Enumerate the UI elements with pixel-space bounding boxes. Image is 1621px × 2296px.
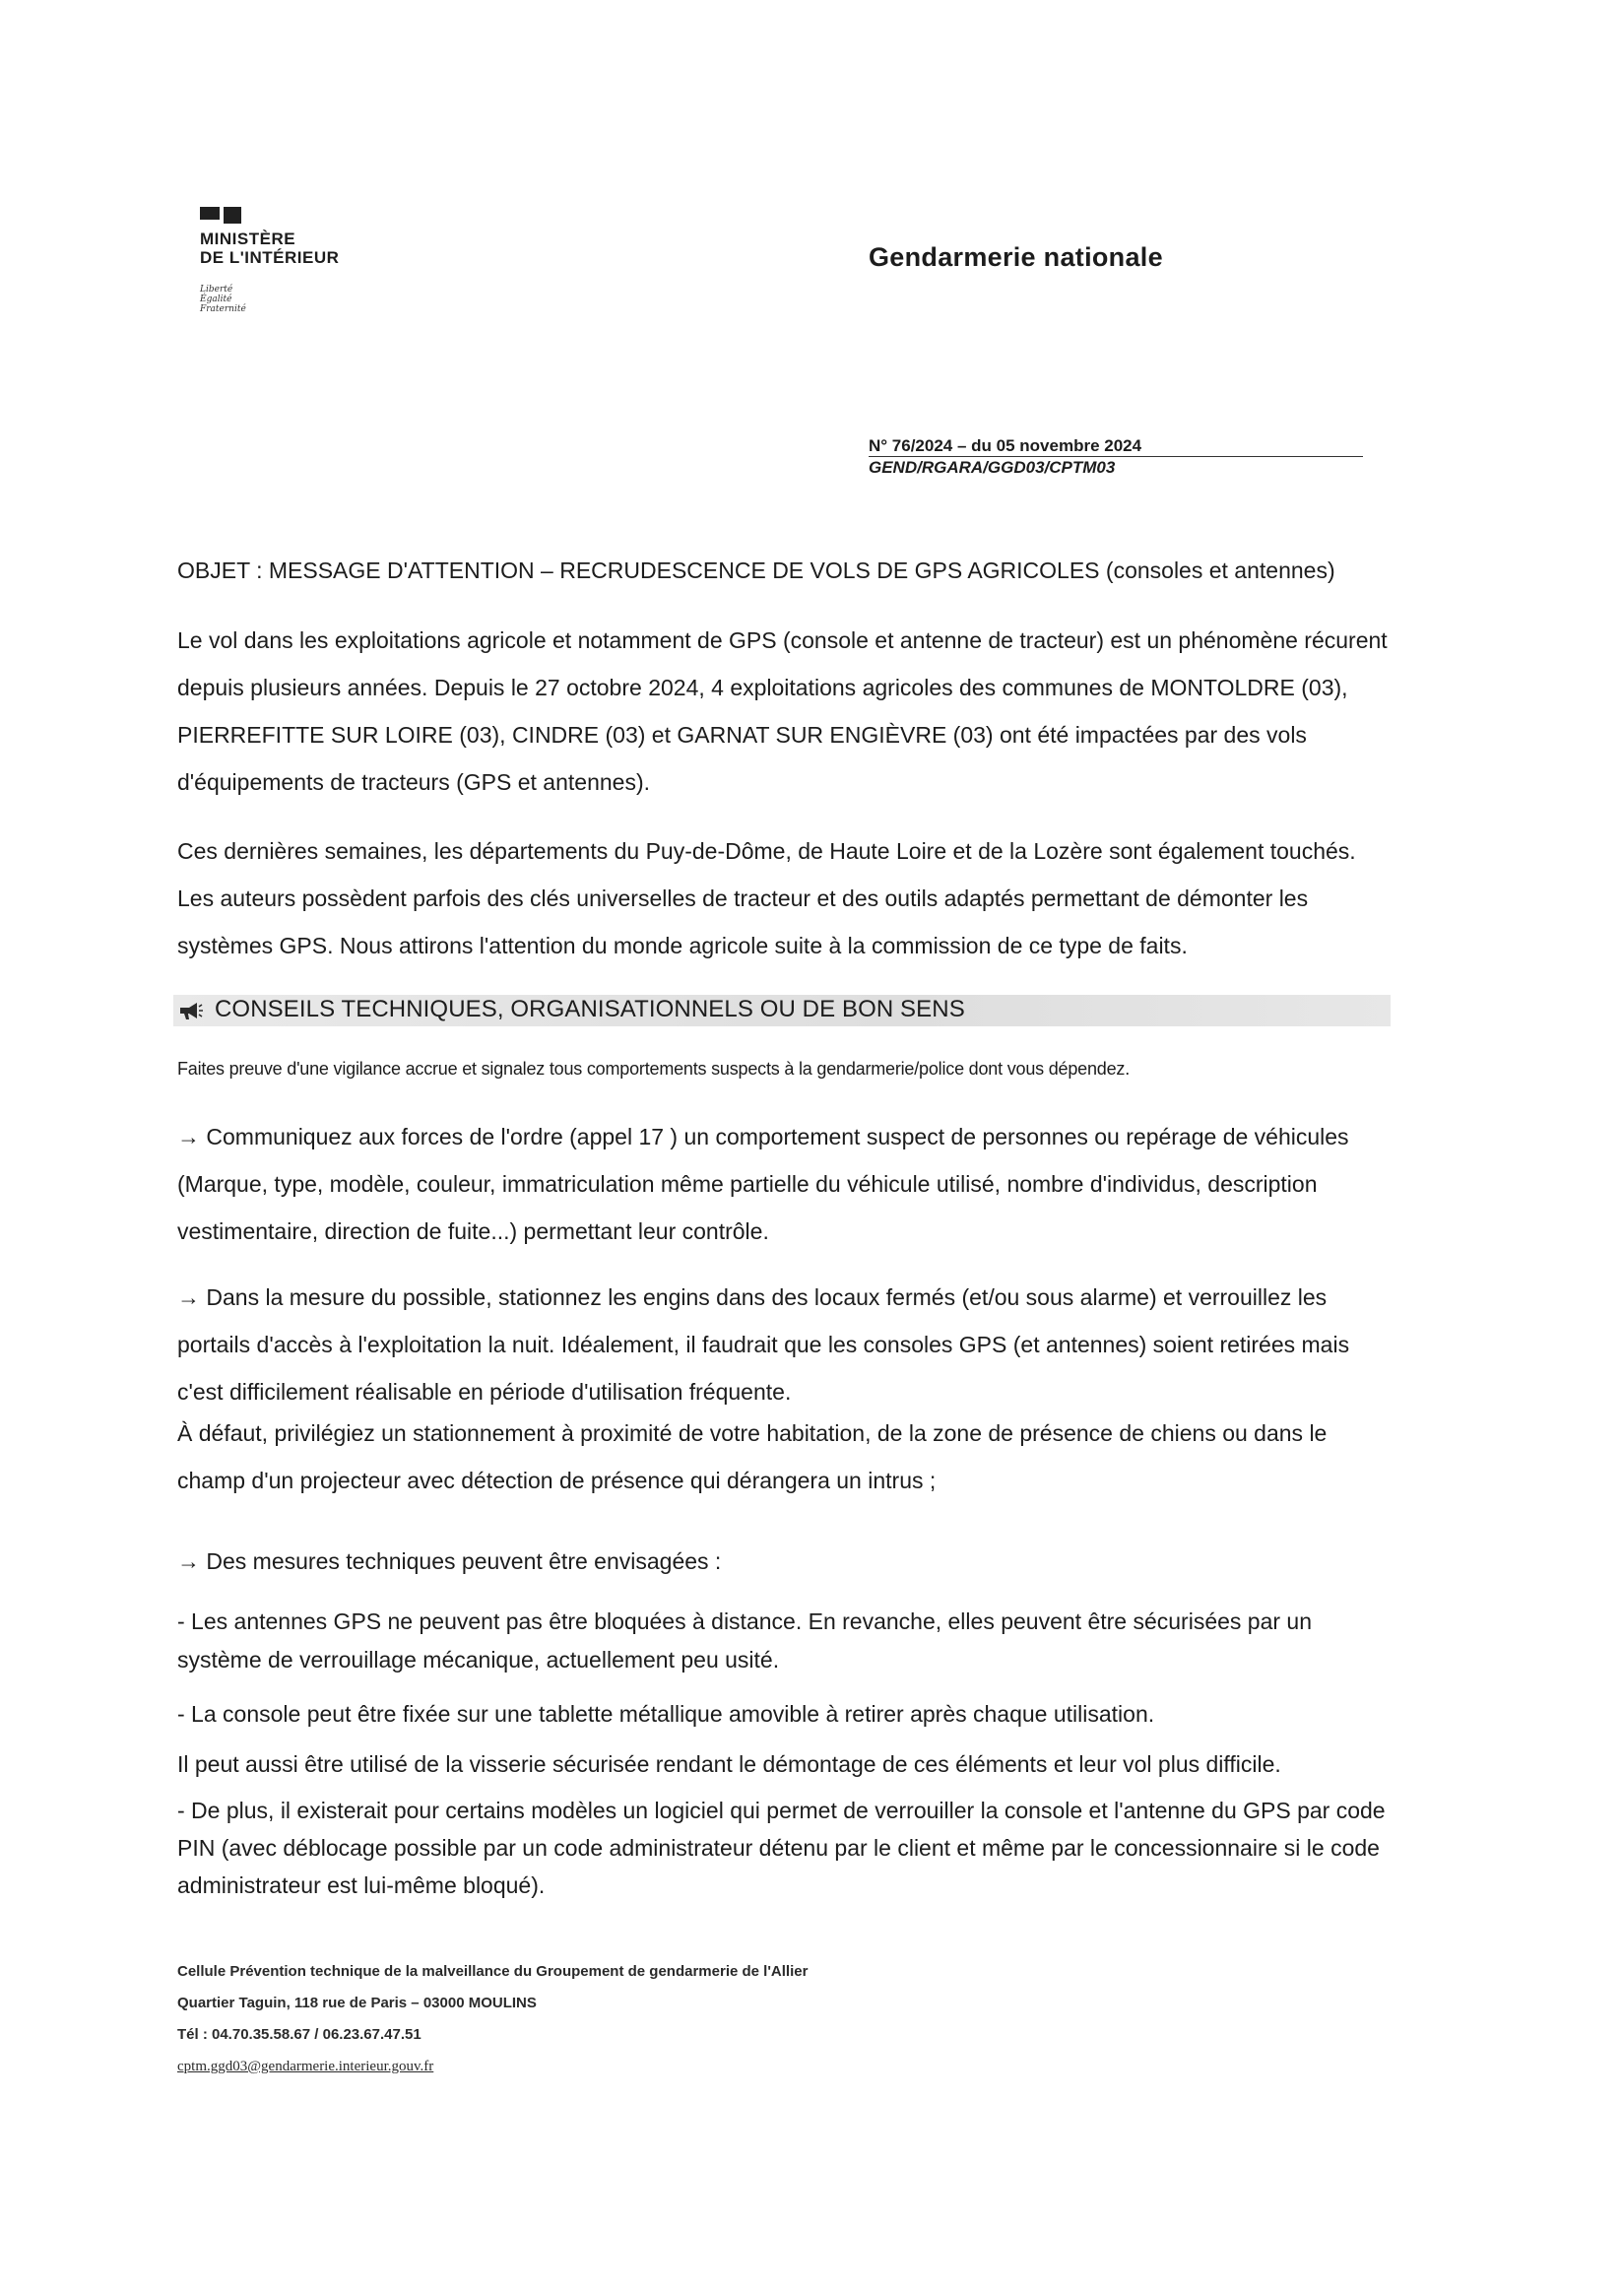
motto-egalite: Égalité bbox=[200, 295, 232, 304]
vigilance-notice: Faites preuve d'une vigilance accrue et signalez tous comportements suspects à la gendarmerie/police dont vous dépendez. bbox=[177, 1059, 1131, 1079]
paragraph-context: Le vol dans les exploitations agricole et notamment de GPS (console et antenne de tracteur) est un phénomène récurent depuis plusieurs années. Depuis le 27 octobre 2024, 4 exploitations agricoles des communes de MONTOLDRE (03), PIERREFITTE SUR LOIRE (03), CINDRE (03) et GARNAT SUR ENGIÈVRE (03) ont été impactées par des vols d'équipements de tracteurs (GPS et antennes). bbox=[177, 627, 1388, 795]
measure-antennas: - Les antennes GPS ne peuvent pas être bloquées à distance. En revanche, elles peuvent être sécurisées par un système de verrouillage mécanique, actuellement peu usité. bbox=[177, 1608, 1313, 1673]
advice-park-indoors: → Dans la mesure du possible, stationnez les engins dans des locaux fermés (et/ou sous alarme) et verrouillez les portails d'accès à l'exploitation la nuit. Idéalement, il faudrait que les consoles GPS (et antennes) soient retirées mais c'est difficilement réalisable en période d'utilisation fréquente. bbox=[177, 1284, 1350, 1405]
megaphone-icon bbox=[177, 999, 203, 1022]
service-name: Gendarmerie nationale bbox=[869, 242, 1163, 272]
footer-email-link[interactable]: cptm.ggd03@gendarmerie.interieur.gouv.fr bbox=[177, 2059, 434, 2074]
ministry-name-line1: MINISTÈRE bbox=[200, 230, 296, 248]
ministry-name-line2: DE L'INTÉRIEUR bbox=[200, 248, 340, 267]
reference-number: N° 76/2024 – du 05 novembre 2024 bbox=[869, 435, 1363, 457]
ministry-logo bbox=[200, 207, 397, 314]
measure-console-mount: - La console peut être fixée sur une tablette métallique amovible à retirer après chaque utilisation. bbox=[177, 1701, 1155, 1727]
contact-footer bbox=[177, 1956, 808, 2082]
footer-address: Quartier Taguin, 118 rue de Paris – 03000 MOULINS bbox=[177, 1995, 537, 2011]
footer-unit: Cellule Prévention technique de la malveillance du Groupement de gendarmerie de l'Allier bbox=[177, 1963, 809, 1980]
footer-phone: Tél : 04.70.35.58.67 / 06.23.67.47.51 bbox=[177, 2026, 421, 2043]
advice-technical-measures: → Des mesures techniques peuvent être envisagées : bbox=[177, 1548, 722, 1574]
document-object: OBJET : MESSAGE D'ATTENTION – RECRUDESCENCE DE VOLS DE GPS AGRICOLES (consoles et antennes) bbox=[177, 558, 1335, 583]
reference-block bbox=[869, 435, 1363, 478]
motto-fraternite: Fraternité bbox=[200, 304, 246, 314]
advice-default-parking: À défaut, privilégiez un stationnement à proximité de votre habitation, de la zone de présence de chiens ou dans le champ d'un projecteur avec détection de présence qui dérangera un intrus ; bbox=[177, 1420, 1328, 1493]
advice-report-suspects: → Communiquez aux forces de l'ordre (appel 17 ) un comportement suspect de personnes ou repérage de véhicules (Marque, type, modèle, couleur, immatriculation même partielle du véhicule utilisé, nombre d'individus, description vestimentaire, direction de fuite...) permettant leur contrôle. bbox=[177, 1124, 1349, 1244]
motto-liberte: Liberté bbox=[200, 285, 233, 295]
measure-secure-screws: Il peut aussi être utilisé de la visserie sécurisée rendant le démontage de ces éléments et leur vol plus difficile. bbox=[177, 1751, 1281, 1777]
measure-pin-code: - De plus, il existerait pour certains modèles un logiciel qui permet de verrouiller la console et l'antenne du GPS par code PIN (avec déblocage possible par un code administrateur détenu par le client et même par le concessionnaire si le code administrateur est lui-même bloqué). bbox=[177, 1798, 1386, 1898]
republic-motto bbox=[200, 285, 397, 314]
marianne-logo-icon bbox=[200, 207, 397, 224]
section-title: CONSEILS TECHNIQUES, ORGANISATIONNELS OU DE BON SENS bbox=[215, 996, 965, 1022]
paragraph-departments: Ces dernières semaines, les départements du Puy-de-Dôme, de Haute Loire et de la Lozère sont également touchés. Les auteurs possèdent parfois des clés universelles de tracteur et des outils adaptés permettant de démonter les systèmes GPS. Nous attirons l'attention du monde agricole suite à la commission de ce type de faits. bbox=[177, 838, 1356, 958]
reference-code: GEND/RGARA/GGD03/CPTM03 bbox=[869, 458, 1116, 477]
